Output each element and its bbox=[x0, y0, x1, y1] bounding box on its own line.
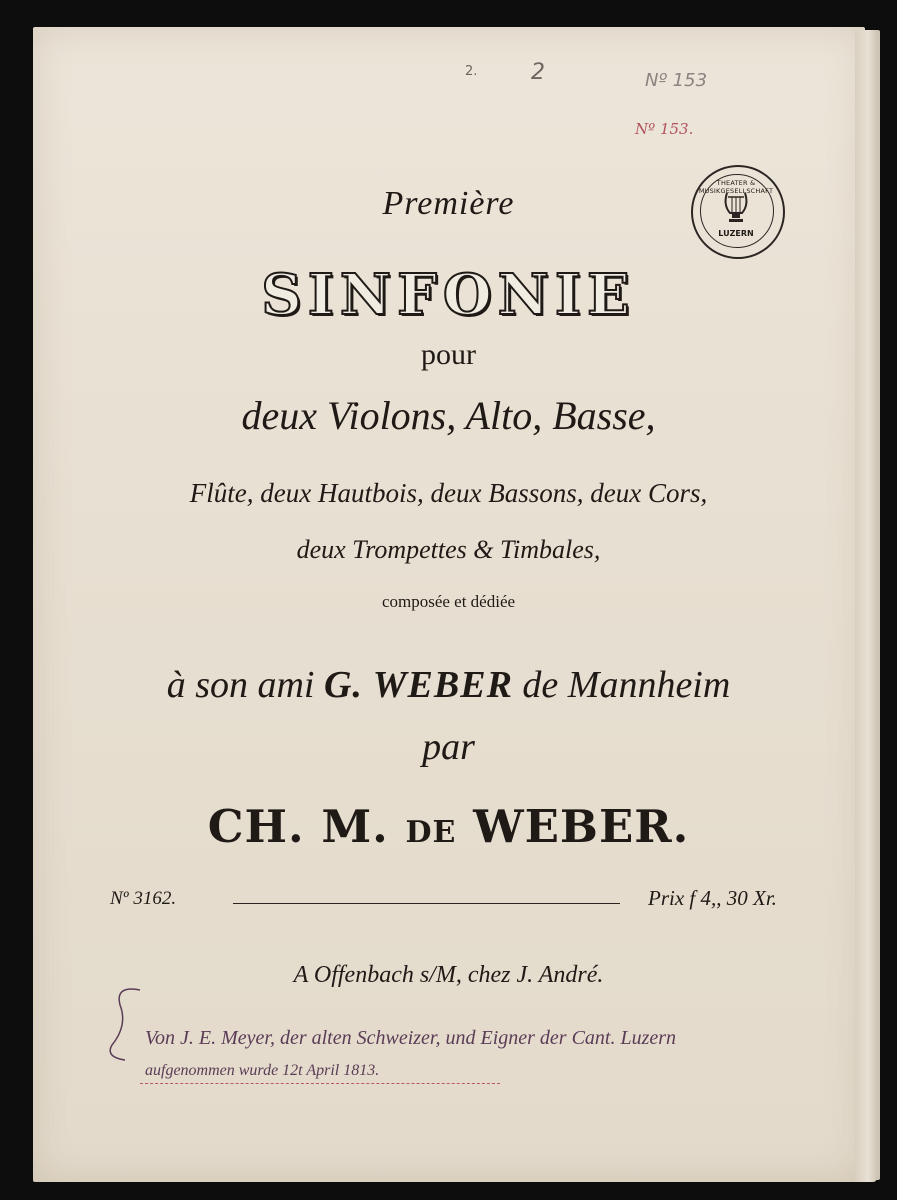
price: Prix f 4,, 30 Xr. bbox=[648, 886, 777, 910]
pencil-page-number: 2 bbox=[531, 60, 545, 85]
composed-dedicated-line: composée et dédiée bbox=[381, 592, 516, 611]
dedication-prefix: à son ami bbox=[166, 664, 315, 706]
pencil-mark-small: 2. bbox=[465, 64, 478, 79]
composer-initials: CH. M. bbox=[207, 800, 389, 853]
plate-number: Nº 3162. bbox=[110, 888, 177, 909]
dedication-suffix: de Mannheim bbox=[522, 664, 731, 706]
dedication-line bbox=[0, 663, 897, 707]
handwriting-flourish-icon bbox=[100, 985, 160, 1065]
stamp-bottom-text: LUZERN bbox=[718, 229, 754, 238]
pencil-reference-number: Nº 153 bbox=[645, 70, 708, 91]
composer-surname: WEBER. bbox=[473, 800, 690, 853]
catalogue-rule bbox=[233, 903, 620, 904]
stamp-top-text: THEATER & MUSIKGESELLSCHAFT bbox=[698, 179, 774, 195]
title-premiere: Première bbox=[382, 185, 515, 222]
instrumentation-line-1: deux Violons, Alto, Basse, bbox=[241, 393, 656, 438]
instrumentation-line-3: deux Trompettes & Timbales, bbox=[296, 535, 601, 564]
title-sinfonie: SINFONIE bbox=[261, 262, 636, 328]
handwritten-provenance-line-1: Von J. E. Meyer, der alten Schweizer, und Eigner der Cant. Luzern bbox=[145, 1027, 677, 1049]
par-line: par bbox=[422, 726, 475, 768]
ink-reference-number: Nº 153. bbox=[635, 120, 694, 138]
dedicatee-name: G. WEBER bbox=[323, 664, 513, 706]
publisher-imprint: A Offenbach s/M, chez J. André. bbox=[293, 962, 604, 988]
composer-name bbox=[0, 800, 897, 853]
composer-particle: DE bbox=[405, 815, 457, 850]
instrumentation-line-2: Flûte, deux Hautbois, deux Bassons, deux Cors, bbox=[189, 478, 708, 508]
title-pour: pour bbox=[421, 338, 476, 371]
handwritten-provenance-line-2: aufgenommen wurde 12t April 1813. bbox=[145, 1062, 380, 1079]
handwriting-underline bbox=[140, 1083, 500, 1084]
